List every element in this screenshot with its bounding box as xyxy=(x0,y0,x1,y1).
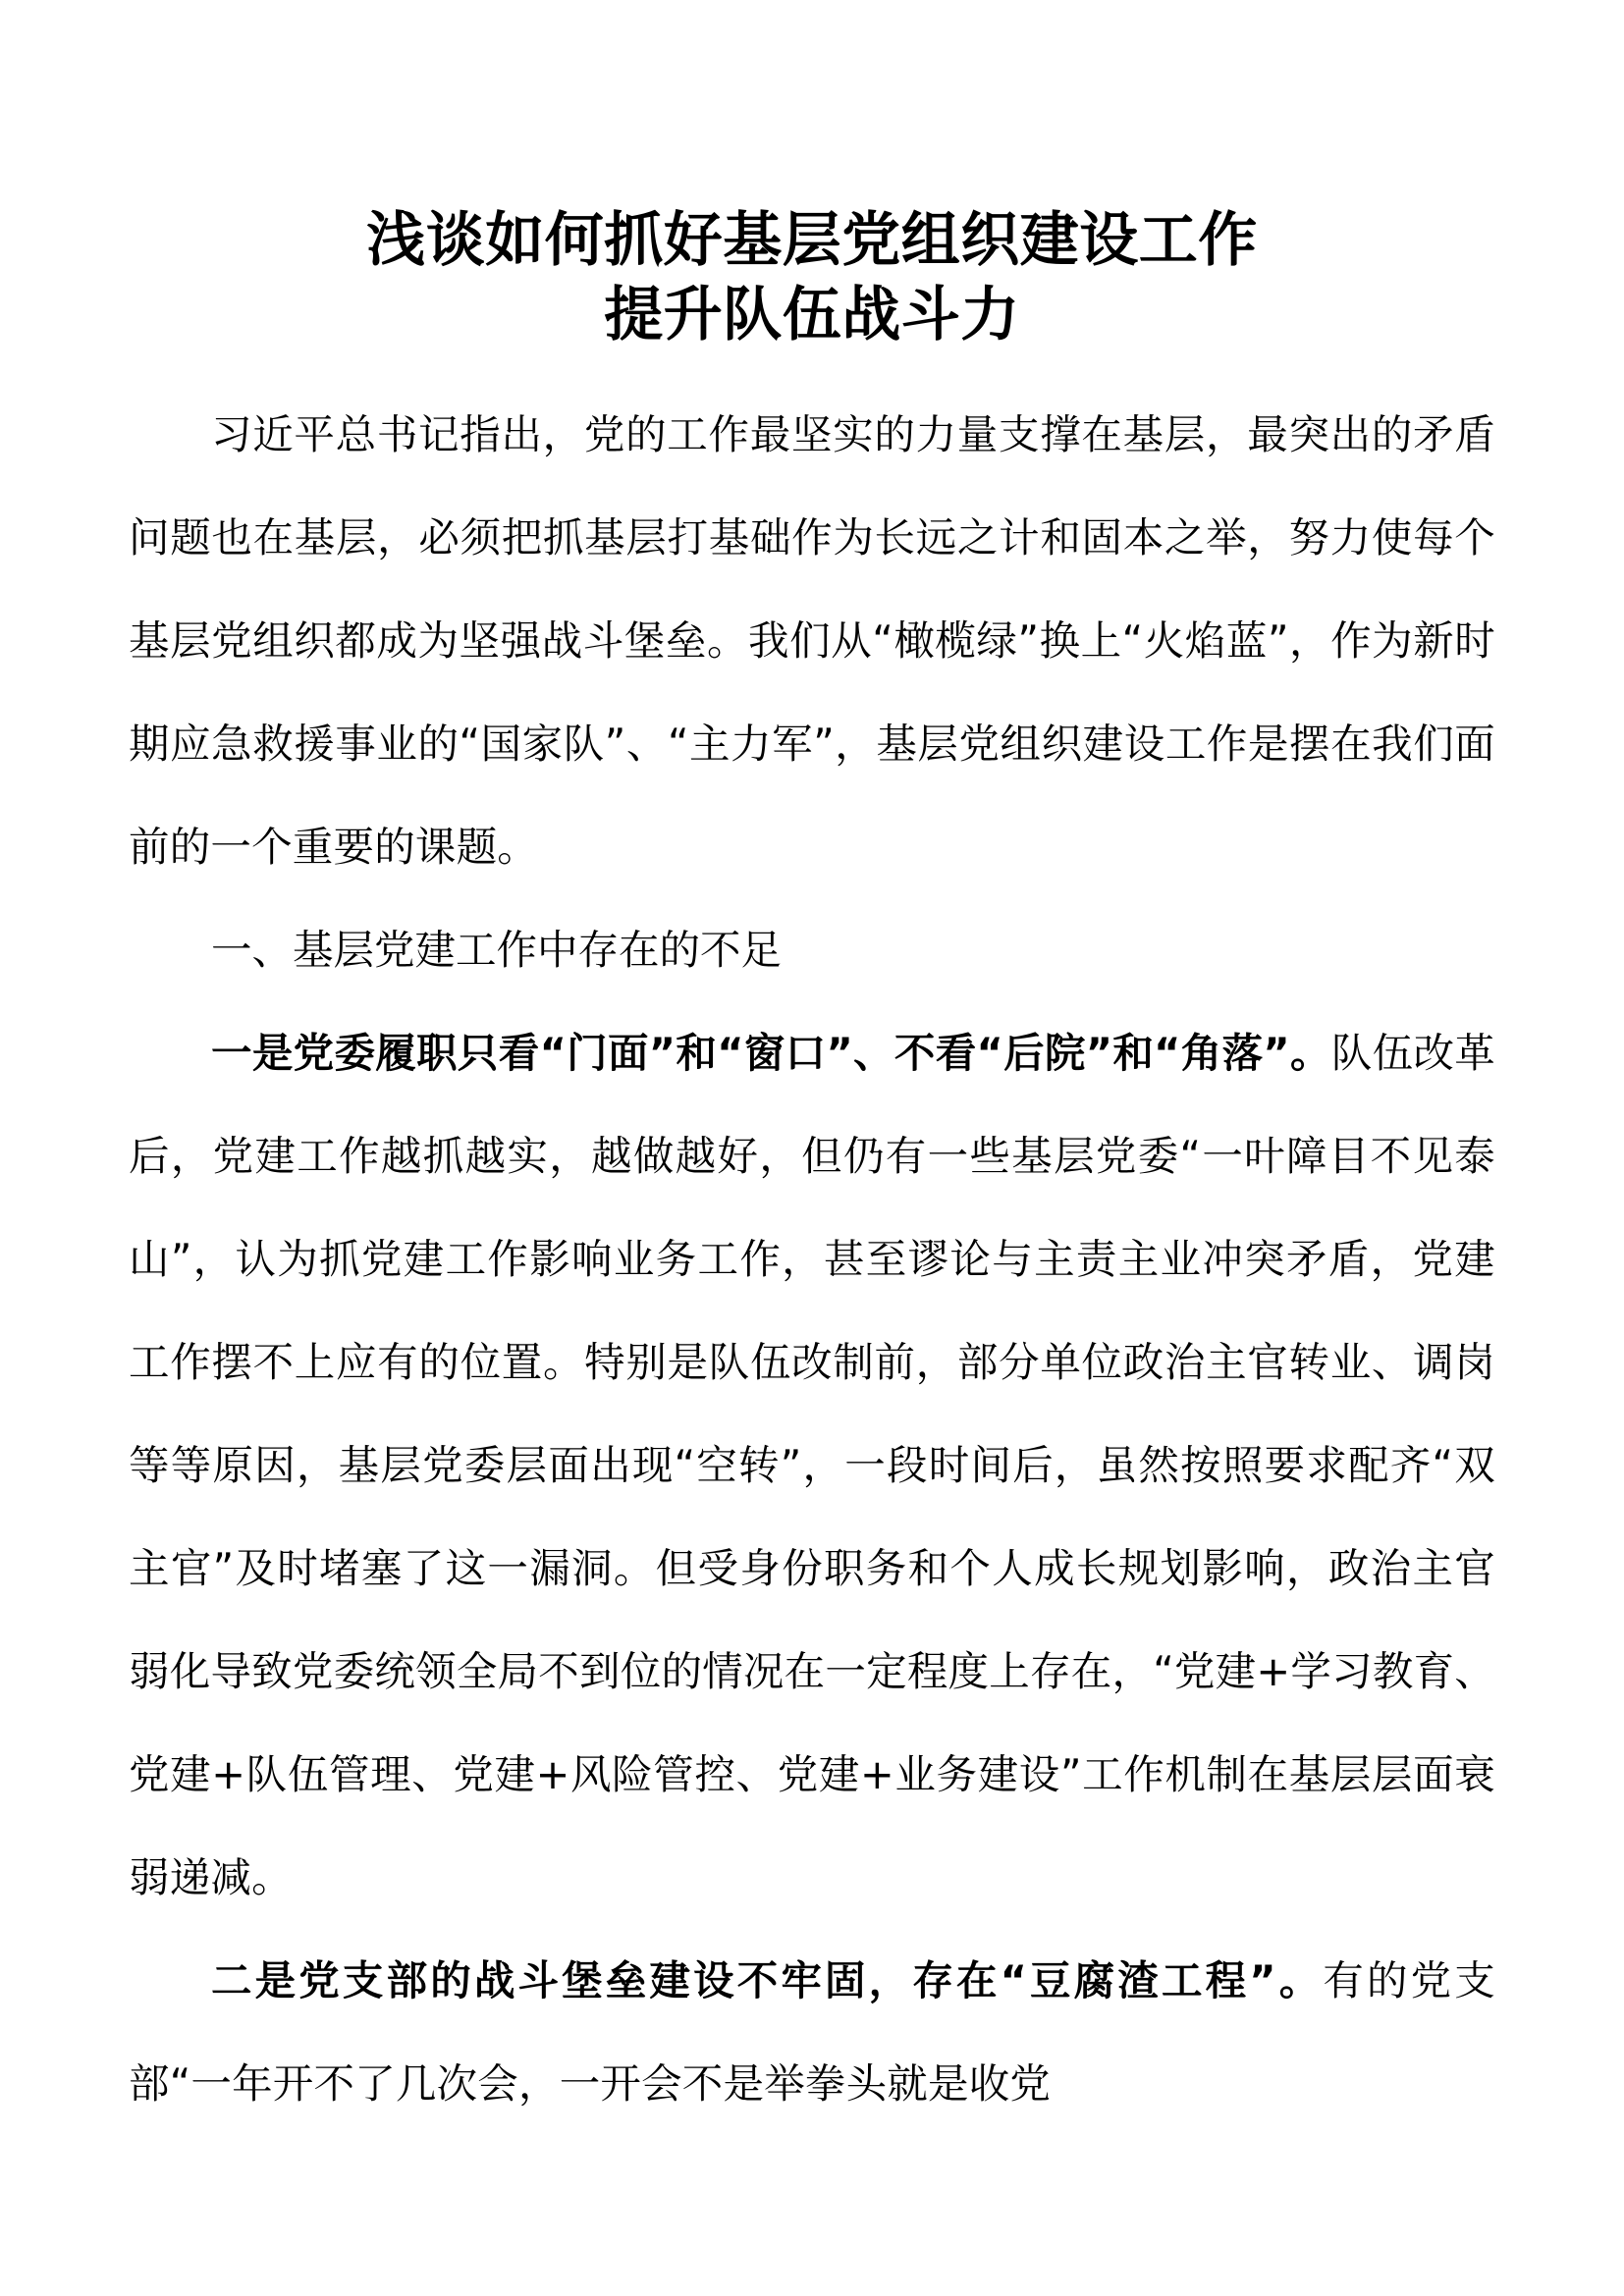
title-line-2: 提升队伍战斗力 xyxy=(604,281,1020,349)
document-title xyxy=(129,0,1495,352)
point-2-lead: 二是党支部的战斗堡垒建设不牢固，存在“豆腐渣工程”。 xyxy=(211,1956,1324,2004)
page-title xyxy=(129,203,1495,352)
point-2-paragraph xyxy=(129,1929,1495,2135)
title-line-1: 浅谈如何抓好基层党组织建设工作 xyxy=(366,206,1258,275)
document-content xyxy=(129,0,1495,2135)
section-heading-1: 一、基层党建工作中存在的不足 xyxy=(211,926,783,974)
point-1-paragraph xyxy=(129,1001,1495,1929)
point-2-body: 有的党支部“一年开不了几次会，一开会不是举拳头就是收党 xyxy=(129,1956,1495,2108)
intro-paragraph: 习近平总书记指出，党的工作最坚实的力量支撑在基层，最突出的矛盾问题也在基层，必须把抓基层打基础作为长远之计和固本之举，努力使每个基层党组织都成为坚强战斗堡垒。我们从“橄榄绿”换上“火焰蓝”，作为新时期应急救援事业的“国家队”、“主力军”，基层党组织建设工作是摆在我们面前的一个重要的课题。 xyxy=(129,410,1495,871)
point-1-body: 队伍改革后，党建工作越抓越实，越做越好，但仍有一些基层党委“一叶障目不见泰山”，认为抓党建工作影响业务工作，甚至谬论与主责主业冲突矛盾，党建工作摆不上应有的位置。特别是队伍改制前，部分单位政治主官转业、调岗等等原因，基层党委层面出现“空转”，一段时间后，虽然按照要求配齐“双主官”及时堵塞了这一漏洞。但受身份职务和个人成长规划影响，政治主官弱化导致党委统领全局不到位的情况在一定程度上存在，“党建+学习教育、党建+队伍管理、党建+风险管控、党建+业务建设”工作机制在基层层面衰弱递减。 xyxy=(129,1029,1495,1901)
point-1-lead: 一是党委履职只看“门面”和“窗口”、不看“后院”和“角落”。 xyxy=(211,1029,1331,1077)
